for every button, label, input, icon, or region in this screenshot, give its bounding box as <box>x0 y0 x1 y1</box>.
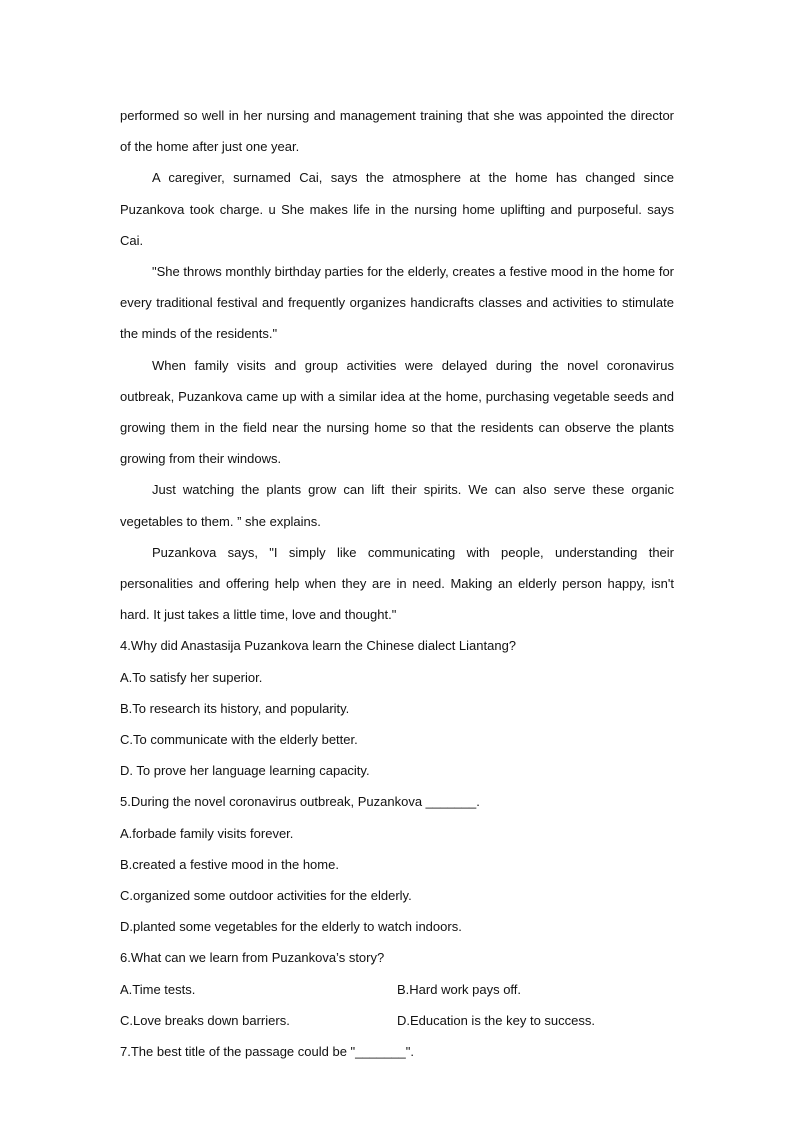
question-6 <box>120 942 674 1036</box>
options-row <box>120 1005 674 1036</box>
passage-paragraph: "She throws monthly birthday parties for the elderly, creates a festive mood in the home for every traditional festival and frequently organizes handicrafts classes and activities to stimulate the minds of the residents." <box>120 264 674 342</box>
option-b: B.To research its history, and popularity. <box>120 700 350 716</box>
passage-paragraph: A caregiver, surnamed Cai, says the atmosphere at the home has changed since Puzankova took charge. u She makes life in the nursing home uplifting and purposeful. says Cai. <box>120 170 674 248</box>
option-d: D.planted some vegetables for the elderly to watch indoors. <box>120 919 462 935</box>
question-stem: 7.The best title of the passage could be "_______". <box>120 1044 414 1060</box>
passage-paragraph: Puzankova says, "I simply like communicating with people, understanding their personalities and offering help when they are in need. Making an elderly person happy, isn't hard. It just takes a little time, love and thought." <box>120 544 674 623</box>
question-7 <box>120 1036 674 1067</box>
passage-line: of the home after just one year. <box>120 139 300 155</box>
question-stem: 6.What can we learn from Puzankova’s story? <box>120 950 385 966</box>
option-a: A.forbade family visits forever. <box>120 825 294 841</box>
option-a: A.To satisfy her superior. <box>120 669 263 685</box>
question-stem: 5.During the novel coronavirus outbreak, Puzankova _______. <box>120 794 480 810</box>
option-a: A.Time tests. <box>120 981 196 997</box>
passage-line: performed so well in her nursing and management training that she was appointed the director <box>120 108 674 123</box>
option-c: C.Love breaks down barriers. <box>120 1012 290 1028</box>
options-row <box>120 974 674 1005</box>
option-b: B.created a festive mood in the home. <box>120 856 339 872</box>
passage-paragraph: When family visits and group activities were delayed during the novel coronavirus outbreak, Puzankova came up with a similar idea at the home, purchasing vegetable seeds and growing them in the field near the nursing home so that the residents can observe the plants growing from their windows. <box>120 357 674 467</box>
option-c: C.To communicate with the elderly better. <box>120 732 358 748</box>
option-d: D. To prove her language learning capacity. <box>120 763 370 779</box>
option-d: D.Education is the key to success. <box>397 1012 595 1028</box>
passage-paragraph: Just watching the plants grow can lift their spirits. We can also serve these organic vegetables to them. ” she explains. <box>120 482 674 529</box>
question-4 <box>120 630 674 786</box>
option-c: C.organized some outdoor activities for the elderly. <box>120 888 412 904</box>
question-stem: 4.Why did Anastasija Puzankova learn the Chinese dialect Liantang? <box>120 638 517 654</box>
question-5 <box>120 786 674 942</box>
passage <box>120 100 674 630</box>
document-page <box>120 100 674 1067</box>
option-b: B.Hard work pays off. <box>397 981 522 997</box>
